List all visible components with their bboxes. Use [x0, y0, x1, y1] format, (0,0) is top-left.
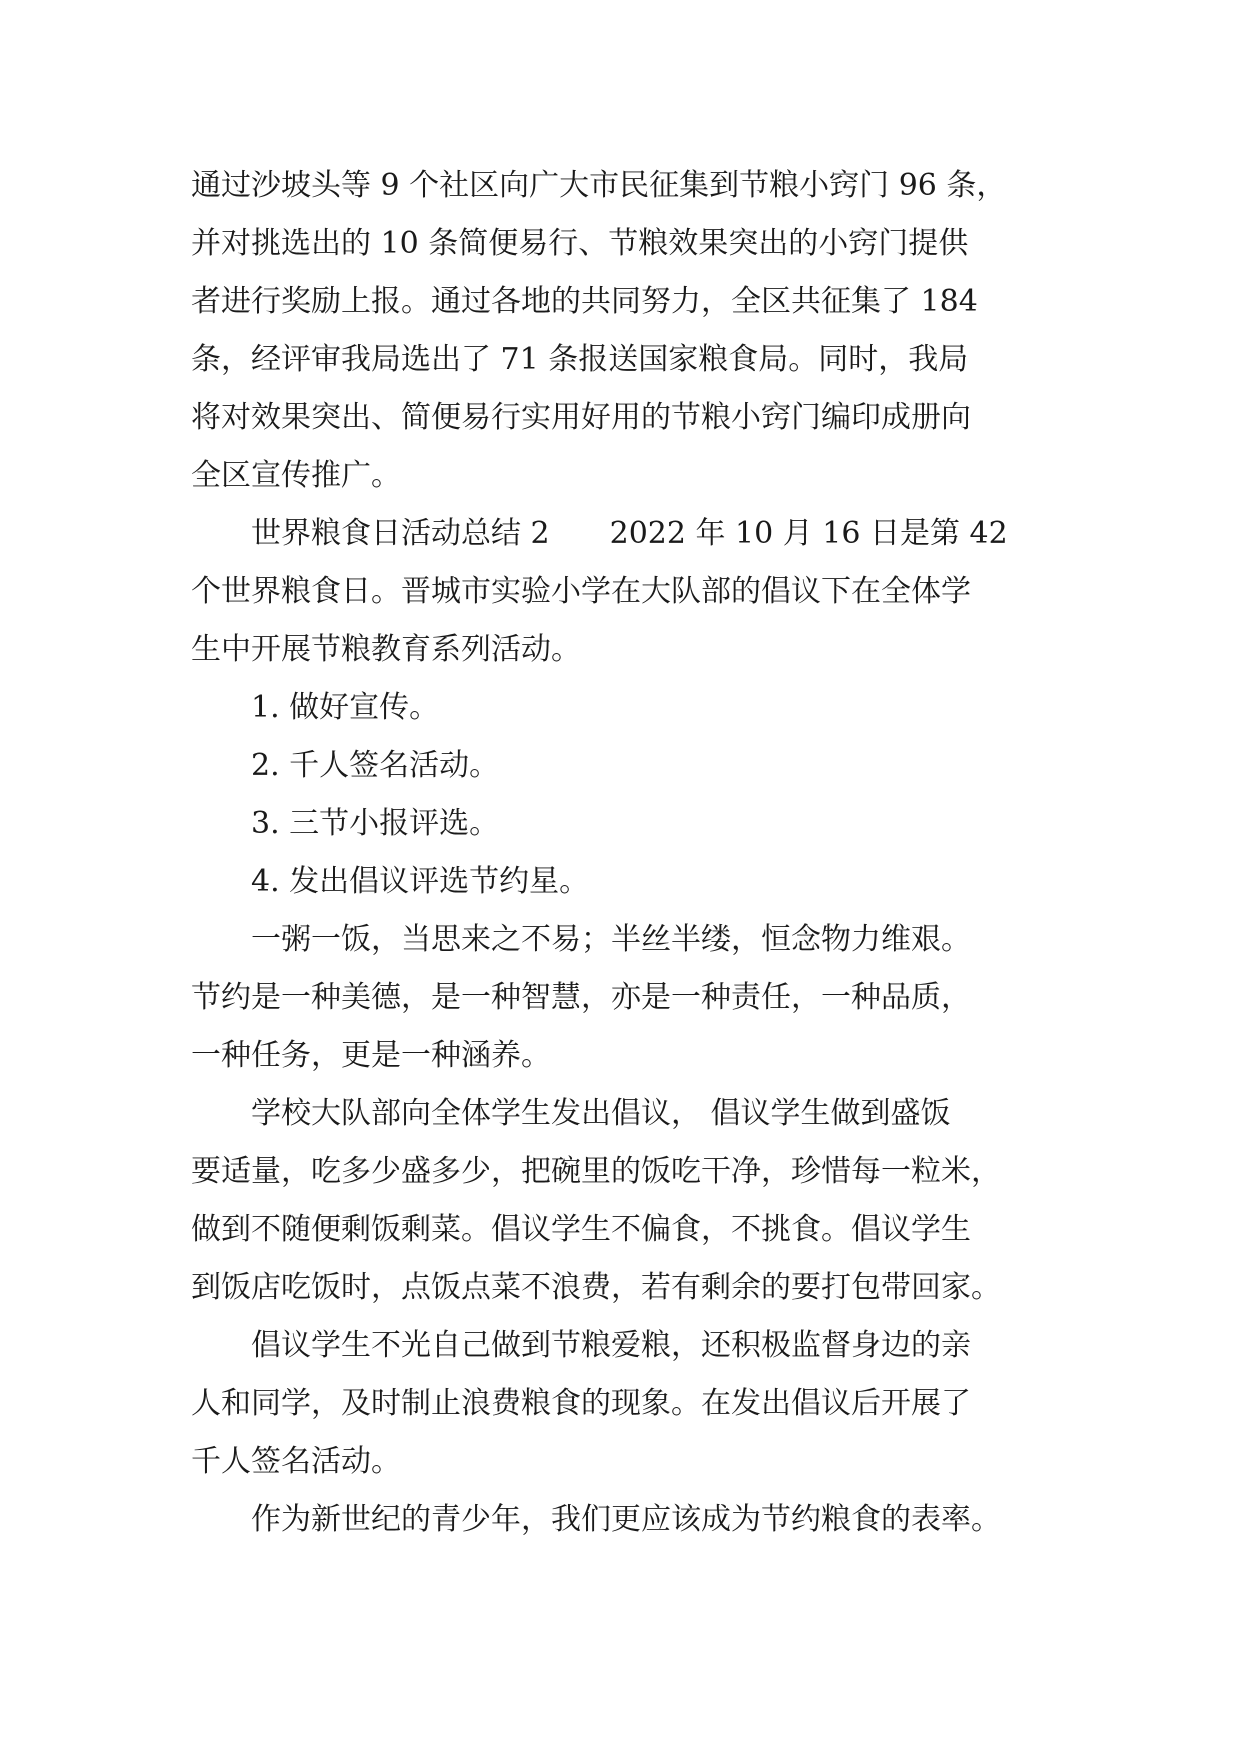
- document-body: [191, 157, 1057, 1549]
- paragraph-line: 人和同学，及时制止浪费粮食的现象。在发出倡议后开展了: [191, 1386, 971, 1421]
- section-date-text: 2022 年 10 月 16 日是第 42: [609, 516, 1008, 551]
- paragraph-line: 一种任务，更是一种涵养。: [191, 1038, 551, 1073]
- paragraph-line: 学校大队部向全体学生发出倡议， 倡议学生做到盛饭: [251, 1096, 951, 1131]
- paragraph-line: 做到不随便剩饭剩菜。倡议学生不偏食，不挑食。倡议学生: [191, 1212, 971, 1247]
- paragraph-line: 将对效果突出、简便易行实用好用的节粮小窍门编印成册向: [191, 400, 971, 435]
- paragraph-line: 千人签名活动。: [191, 1444, 401, 1479]
- paragraph-line: 通过沙坡头等 9 个社区向广大市民征集到节粮小窍门 96 条，: [191, 168, 1007, 203]
- paragraph-line: 并对挑选出的 10 条简便易行、节粮效果突出的小窍门提供: [191, 226, 969, 261]
- section-title: 世界粮食日活动总结 2: [251, 516, 550, 551]
- paragraph-line: 全区宣传推广。: [191, 458, 401, 493]
- paragraph-line: 一粥一饭，当思来之不易；半丝半缕，恒念物力维艰。: [251, 922, 971, 957]
- paragraph-line: 条，经评审我局选出了 71 条报送国家粮食局。同时，我局: [191, 342, 969, 377]
- paragraph-line: 节约是一种美德，是一种智慧，亦是一种责任，一种品质，: [191, 980, 971, 1015]
- paragraph-line: 个世界粮食日。晋城市实验小学在大队部的倡议下在全体学: [191, 574, 971, 609]
- list-item: 1. 做好宣传。: [251, 690, 440, 725]
- list-item: 2. 千人签名活动。: [251, 748, 500, 783]
- list-item: 3. 三节小报评选。: [251, 806, 500, 841]
- paragraph-line: 者进行奖励上报。通过各地的共同努力，全区共征集了 184: [191, 284, 978, 319]
- paragraph-line: 作为新世纪的青少年，我们更应该成为节约粮食的表率。: [251, 1502, 1001, 1537]
- list-item: 4. 发出倡议评选节约星。: [251, 864, 590, 899]
- paragraph-line: 倡议学生不光自己做到节粮爱粮，还积极监督身边的亲: [251, 1328, 971, 1363]
- paragraph-line: 要适量，吃多少盛多少，把碗里的饭吃干净，珍惜每一粒米，: [191, 1154, 1001, 1189]
- paragraph-line: 生中开展节粮教育系列活动。: [191, 632, 581, 667]
- paragraph-line: 到饭店吃饭时，点饭点菜不浪费，若有剩余的要打包带回家。: [191, 1270, 1001, 1305]
- section-heading-line: [191, 505, 1057, 563]
